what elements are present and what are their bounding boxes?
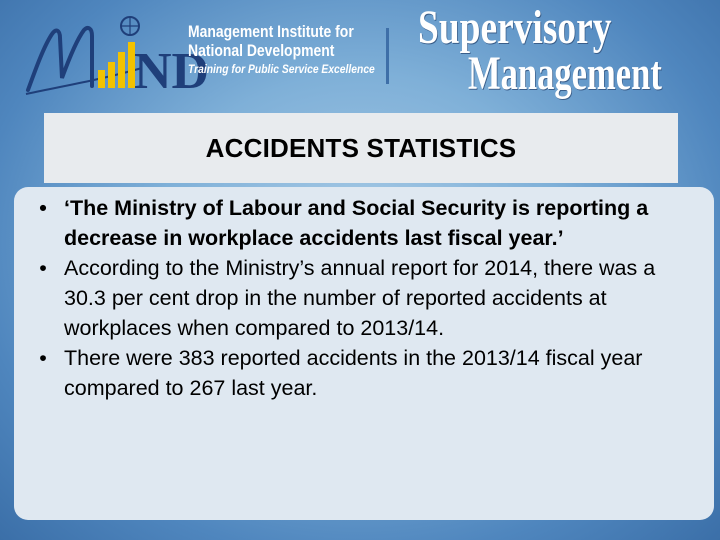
content-box bbox=[14, 187, 714, 520]
slide-header bbox=[0, 0, 720, 112]
bullet-text: According to the Ministry’s annual report for 2014, there was a 30.3 per cent drop in the number of reported accidents at workplaces when compared to 2013/14. bbox=[64, 256, 656, 340]
bullet-item bbox=[36, 343, 694, 403]
bullet-icon: • bbox=[39, 196, 47, 220]
bullet-item bbox=[36, 193, 694, 253]
institute-line-2: National Development bbox=[188, 41, 335, 60]
bullet-icon: • bbox=[39, 346, 47, 370]
slide-title: ACCIDENTS STATISTICS bbox=[205, 132, 517, 163]
institute-line-1: Management Institute for bbox=[188, 22, 354, 41]
bullet-text: There were 383 reported accidents in the 2013/14 fiscal year compared to 267 last year. bbox=[64, 346, 643, 400]
header-divider bbox=[386, 28, 389, 84]
bullet-item bbox=[36, 253, 694, 343]
bullet-icon: • bbox=[39, 256, 47, 280]
slide-title-bar bbox=[44, 113, 678, 183]
mind-logo-icon bbox=[22, 8, 210, 104]
course-title-line-2: Management bbox=[468, 47, 662, 100]
bullet-text: ‘The Ministry of Labour and Social Security is reporting a decrease in workplace accidents last fiscal year.’ bbox=[64, 196, 649, 250]
logo-letters: ND bbox=[134, 43, 210, 100]
institute-tagline: Training for Public Service Excellence bbox=[188, 62, 375, 76]
course-title-line-1: Supervisory bbox=[418, 1, 612, 54]
institute-name bbox=[188, 22, 378, 77]
bullet-list bbox=[36, 193, 694, 403]
